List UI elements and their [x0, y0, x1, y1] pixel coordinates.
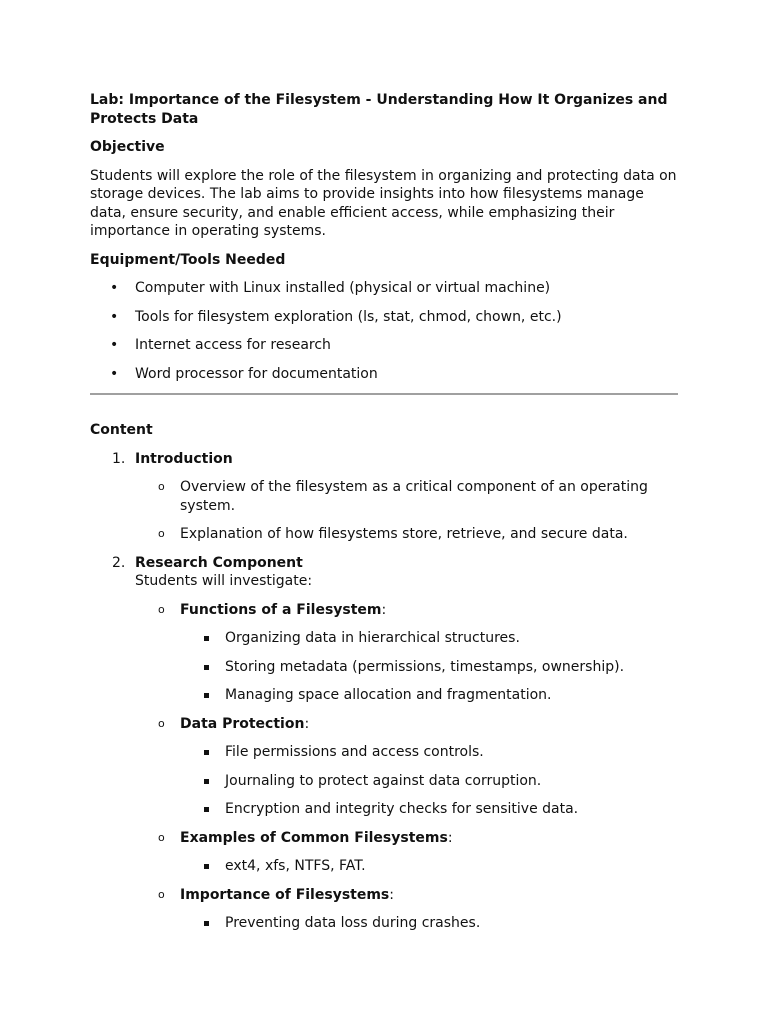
- square-marker: [204, 921, 209, 926]
- functions-item-text: Managing space allocation and fragmentation.: [225, 687, 552, 703]
- list-item: [180, 914, 678, 933]
- list-item: [90, 336, 678, 355]
- protection-list: [180, 743, 678, 819]
- topic-title: Importance of Filesystems: [180, 886, 390, 903]
- step-number: 1.: [112, 450, 126, 467]
- square-marker: [204, 779, 209, 784]
- document-page: [90, 91, 678, 943]
- intro-item-text: Overview of the filesystem as a critical component of an operating system.: [180, 479, 648, 514]
- bullet-marker: •: [110, 365, 119, 382]
- equipment-item-text: Word processor for documentation: [135, 365, 378, 382]
- list-item: [180, 857, 678, 876]
- intro-sublist: [135, 478, 678, 544]
- circle-marker: o: [158, 602, 165, 616]
- research-topic-protection: [135, 715, 678, 819]
- square-marker: [204, 807, 209, 812]
- protection-item-text: Journaling to protect against data corruption.: [225, 772, 542, 789]
- equipment-item-text: Tools for filesystem exploration (ls, stat, chmod, chown, etc.): [135, 308, 562, 325]
- list-item: [180, 743, 678, 762]
- list-item: [180, 800, 678, 819]
- research-topic-importance: [135, 886, 678, 933]
- topic-title: Functions of a Filesystem: [180, 601, 382, 618]
- list-item: [90, 365, 678, 384]
- equipment-item-text: Computer with Linux installed (physical or virtual machine): [135, 280, 551, 296]
- topic-colon: :: [381, 601, 387, 618]
- bullet-marker: •: [110, 337, 119, 353]
- square-marker: [204, 636, 209, 641]
- topic-colon: :: [304, 715, 310, 732]
- circle-marker: o: [158, 480, 165, 493]
- content-steps: [90, 450, 678, 933]
- circle-marker: o: [158, 830, 165, 844]
- objective-heading: Objective: [90, 139, 165, 155]
- list-item: [180, 629, 678, 648]
- step-research: [90, 554, 678, 933]
- square-marker: [204, 750, 209, 755]
- functions-item-text: Organizing data in hierarchical structures.: [225, 630, 520, 646]
- step-introduction: [90, 450, 678, 544]
- topic-title: Data Protection: [180, 715, 305, 732]
- objective-paragraph: Students will explore the role of the filesystem in organizing and protecting data on storage devices. The lab aims to provide insights into how filesystems manage data, ensure security, and enable efficient access, while emphasizing their importance in operating systems.: [90, 167, 677, 239]
- circle-marker: o: [158, 527, 165, 540]
- list-item: [90, 279, 678, 298]
- topic-colon: :: [389, 886, 394, 903]
- bullet-marker: •: [110, 308, 119, 325]
- examples-list: [180, 857, 678, 876]
- list-item: [180, 772, 678, 791]
- topic-title: Examples of Common Filesystems: [180, 829, 448, 846]
- list-item: [135, 525, 678, 544]
- equipment-heading: Equipment/Tools Needed: [90, 251, 286, 268]
- step-number: 2.: [112, 554, 126, 571]
- circle-marker: o: [158, 716, 165, 730]
- research-topic-examples: [135, 829, 678, 876]
- research-sublist: [135, 601, 678, 933]
- list-item: [90, 308, 678, 327]
- document-title: Lab: Importance of the Filesystem - Understanding How It Organizes and Protects Data: [90, 92, 668, 127]
- intro-item-text: Explanation of how filesystems store, retrieve, and secure data.: [180, 526, 628, 542]
- functions-list: [180, 629, 678, 705]
- list-item: [180, 658, 678, 677]
- research-topic-functions: [135, 601, 678, 705]
- square-marker: [204, 665, 209, 670]
- list-item: [180, 686, 678, 705]
- equipment-item-text: Internet access for research: [135, 337, 331, 353]
- square-marker: [204, 693, 209, 698]
- list-item: [135, 478, 678, 515]
- step-title: Introduction: [135, 450, 233, 467]
- protection-item-text: File permissions and access controls.: [225, 744, 484, 760]
- protection-item-text: Encryption and integrity checks for sensitive data.: [225, 801, 579, 817]
- horizontal-divider: [90, 393, 678, 395]
- square-marker: [204, 864, 209, 869]
- importance-list: [180, 914, 678, 933]
- bullet-marker: •: [110, 280, 119, 296]
- step-title: Research Component: [135, 554, 303, 571]
- topic-colon: :: [447, 829, 453, 846]
- functions-item-text: Storing metadata (permissions, timestamps, ownership).: [225, 658, 625, 675]
- content-heading: Content: [90, 422, 153, 438]
- examples-item-text: ext4, xfs, NTFS, FAT.: [225, 858, 366, 874]
- importance-item-text: Preventing data loss during crashes.: [225, 915, 481, 931]
- equipment-list: [90, 279, 678, 383]
- step-subtitle: Students will investigate:: [135, 573, 313, 589]
- circle-marker: o: [158, 887, 165, 901]
